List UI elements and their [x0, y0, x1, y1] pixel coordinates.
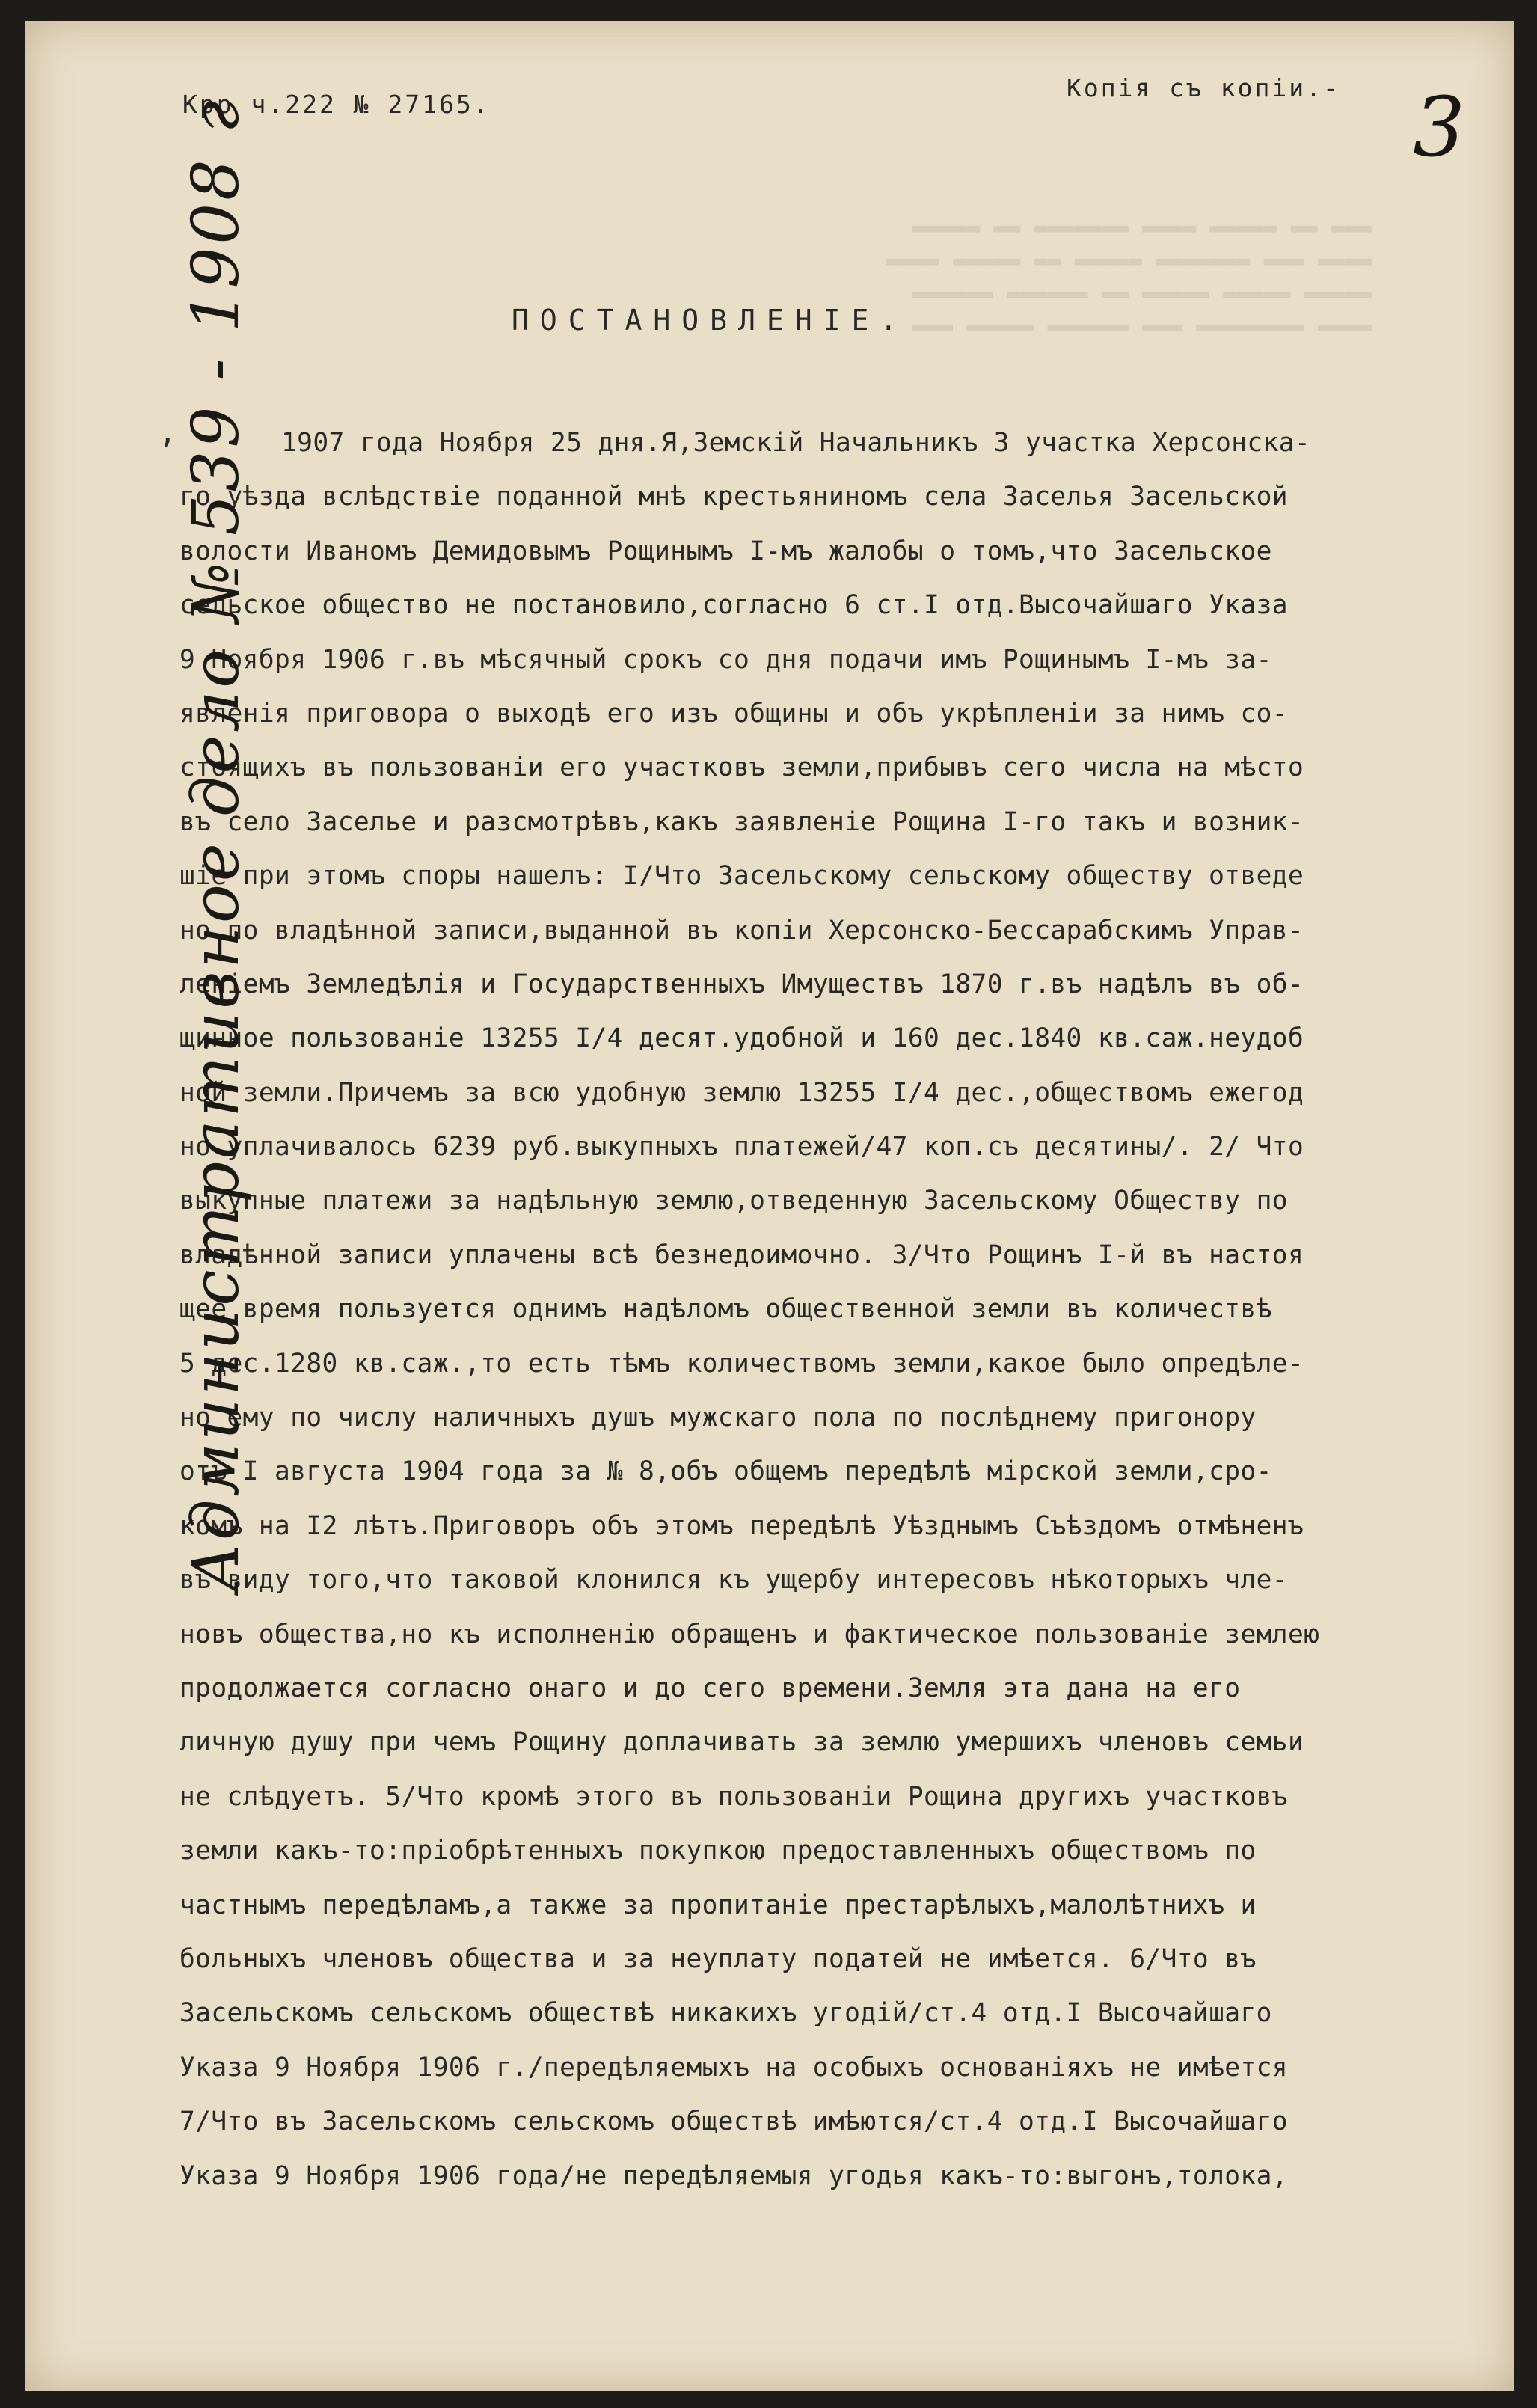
text-line: въ виду того,что таковой клонился къ ущербу интересовъ нѣкоторыхъ чле- [180, 1565, 1288, 1596]
text-line: но ему по числу наличныхъ душъ мужскаго пола по послѣднему пригонору [180, 1403, 1257, 1433]
text-line: выкупные платежи за надѣльную землю,отведенную Засельскому Обществу по [180, 1186, 1288, 1216]
reference-number: Крр ч.222 № 27165. [182, 90, 491, 119]
text-line: шіе при этомъ споры нашелъ: I/Что Засельскому сельскому обществу отведе [180, 861, 1304, 892]
text-line: личную душу при чемъ Рощину доплачивать за землю умершихъ членовъ семьи [180, 1727, 1304, 1758]
text-line: щинное пользованіе 13255 I/4 десят.удобной и 160 дес.1840 кв.саж.неудоб [180, 1023, 1304, 1054]
text-line: 5 дес.1280 кв.саж.,то есть тѣмъ количествомъ земли,какое было опредѣле- [180, 1348, 1304, 1379]
document-title: ПОСТАНОВЛЕНІЕ. [512, 304, 909, 337]
text-line: но по владѣнной записи,выданной въ копіи Херсонско-Бессарабскимъ Управ- [180, 915, 1304, 946]
handwritten-page-number: 3 [1413, 79, 1465, 175]
text-line: продолжается согласно онаго и до сего времени.Земля эта дана на его [180, 1673, 1241, 1703]
text-line: земли какъ-то:пріобрѣтенныхъ покупкою предоставленныхъ обществомъ по [180, 1836, 1257, 1866]
text-line: частнымъ передѣламъ,а также за пропитаніе престарѣлыхъ,малолѣтнихъ и [180, 1890, 1257, 1920]
text-line: Указа 9 Ноября 1906 г./передѣляемыхъ на особыхъ основаніяхъ не имѣется [180, 2052, 1288, 2083]
text-line: 7/Что въ Засельскомъ сельскомъ обществѣ имѣются/ст.4 отд.I Высочайшаго [180, 2107, 1288, 2137]
text-line: стоящихъ въ пользованіи его участковъ земли,прибывъ сего числа на мѣсто [180, 753, 1304, 783]
text-line: Указа 9 Ноября 1906 года/не передѣляемыя угодья какъ-то:выгонъ,толока, [180, 2160, 1288, 2191]
text-line: не слѣдуетъ. 5/Что кромѣ этого въ пользованіи Рощина другихъ участковъ [180, 1781, 1288, 1812]
text-line: ной земли.Причемъ за всю удобную землю 13255 I/4 дес.,обществомъ ежегод [180, 1077, 1304, 1108]
handwritten-margin-annotation: Административное дело № 539 - 1908 г [179, 97, 254, 1592]
text-line: больныхъ членовъ общества и за неуплату податей не имѣется. 6/Что въ [180, 1943, 1257, 1974]
bleed-through-text: ▬▬▬ ▬▬ ▬▬▬▬▬ ▬▬▬▬ ▬▬▬▬▬▬▬ ▬▬ ▬▬▬▬▬ ▬▬▬▬ ▬▬▬ ▬▬▬▬▬▬▬ ▬▬▬▬▬ ▬▬ ▬▬▬▬▬ ▬▬▬▬ ▬▬▬▬▬ ▬▬▬▬▬ ▬▬▬▬▬ ▬▬ ▬▬▬▬▬▬ ▬▬▬▬▬▬ ▬▬▬▬ ▬▬▬▬▬▬▬▬ ▬▬▬ ▬▬▬▬▬▬ ▬▬▬▬▬ ▬▬▬ [885, 215, 1372, 340]
body-text [180, 416, 1503, 2203]
text-line: го уѣзда вслѣдствіе поданной мнѣ крестьяниномъ села Заселья Засельской [180, 482, 1288, 512]
text-line: сельское общество не постановило,согласно 6 ст.I отд.Высочайшаго Указа [180, 590, 1288, 621]
text-line: новъ общества,но къ исполненію обращенъ и фактическое пользованіе землею [180, 1619, 1320, 1649]
text-line: явленія приговора о выходѣ его изъ общины и объ укрѣпленіи за нимъ со- [180, 698, 1288, 729]
text-line: но уплачивалось 6239 руб.выкупныхъ платежей/47 коп.съ десятины/. 2/ Что [180, 1132, 1304, 1162]
text-line: 9 Ноября 1906 г.въ мѣсячный срокъ со дня подачи имъ Рощинымъ I-мъ за- [180, 644, 1272, 675]
copy-note: Копія съ копіи.- [1067, 73, 1340, 102]
text-line: 1907 года Ноября 25 дня.Я,Земскій Начальникъ 3 участка Херсонска- [281, 428, 1311, 458]
text-line: леніемъ Земледѣлія и Государственныхъ Имуществъ 1870 г.въ надѣлъ въ об- [180, 969, 1304, 999]
text-line: комъ на I2 лѣтъ.Приговоръ объ этомъ передѣлѣ Уѣзднымъ Съѣздомъ отмѣненъ [180, 1510, 1304, 1541]
text-line: щее время пользуется однимъ надѣломъ общественной земли въ количествѣ [180, 1294, 1272, 1325]
text-line: владѣнной записи уплачены всѣ безнедоимочно. 3/Что Рощинъ I-й въ настоя [180, 1240, 1304, 1270]
text-line: Засельскомъ сельскомъ обществѣ никакихъ угодій/ст.4 отд.I Высочайшаго [180, 1998, 1272, 2029]
text-line: волости Иваномъ Демидовымъ Рощинымъ I-мъ жалобы о томъ,что Засельское [180, 536, 1272, 566]
text-line: отъ I августа 1904 года за № 8,объ общемъ передѣлѣ мірской земли,сро- [180, 1456, 1272, 1487]
margin-tick-mark: , [159, 416, 177, 450]
document-page [25, 21, 1514, 2391]
text-line: въ село Заселье и разсмотрѣвъ,какъ заявленіе Рощина I-го такъ и возник- [180, 806, 1304, 837]
